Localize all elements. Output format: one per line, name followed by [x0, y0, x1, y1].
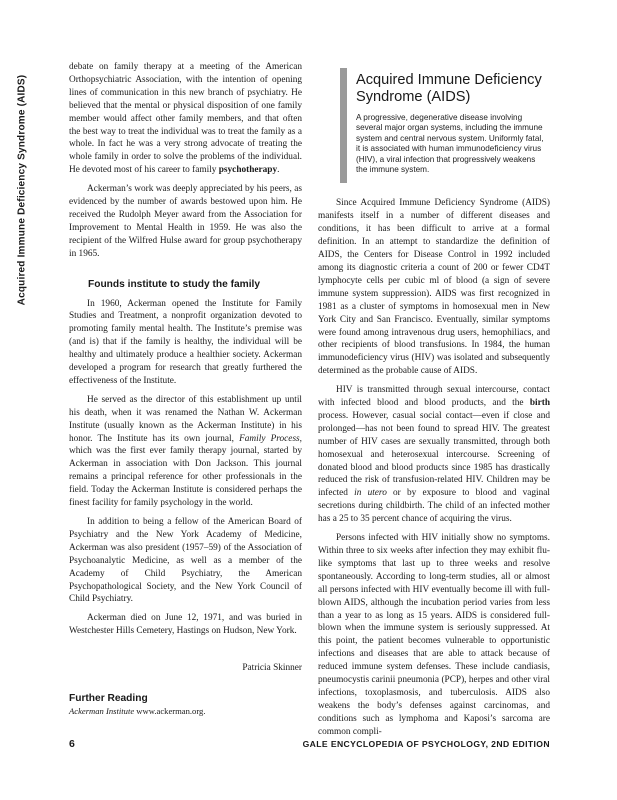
publication-title: GALE ENCYCLOPEDIA OF PSYCHOLOGY, 2ND EDITION	[302, 739, 550, 749]
paragraph: Ackerman died on June 12, 1971, and was buried in Westchester Hills Cemetery, Hastings on Hudson, New York.	[69, 613, 302, 637]
running-head-text: Acquired Immune Deficiency Syndrome (AIDS)	[16, 74, 28, 306]
section-subheading: Founds institute to study the family	[88, 278, 261, 290]
paragraph: HIV is transmitted through sexual intercourse, contact with infected blood and blood products, and the birth process. However, casual social contact—even if close and prolonged—has not been found to spread HIV. The greatest number of HIV cases are sexually transmitted, through both homosexual and heterosexual intercourse. Screening of donated blood and blood products since 1985 has drastically reduced the risk of transfusion-related HIV. Children may be infected in utero or by exposure to blood and vaginal secretions during childbirth. The child of an infected mother has a 25 to 35 percent chance of acquiring the virus.	[318, 385, 550, 525]
keyword-link[interactable]: psychotherapy	[218, 165, 278, 176]
author-signature: Patricia Skinner	[242, 663, 302, 674]
running-head	[9, 60, 35, 320]
further-reading	[69, 693, 302, 717]
paragraph: He served as the director of this establishment up until his death, when it was renamed the Nathan W. Ackerman Institute (usually known as the Ackerman Institute) in his honor. The Institute has its own journal, Family Process, which was the first ever family therapy journal, started by Ackerman in association with Don Jackson. This journal remains a principal reference for other professionals in the field. Today the Ackerman Institute is considered perhaps the finest facility for family psychology in the world.	[69, 394, 302, 509]
left-column	[69, 61, 302, 681]
paragraph: debate on family therapy at a meeting of the American Orthopsychiatric Association, with the intention of opening lines of communication in this new branch of psychiatry. He believed that the mental or physical disposition of one family member would affect other family members, and that often the best way to treat the individual was to treat the family as a whole. In fact he was a very strong advocate of treating the whole family in order to solve the problems of the individual. He devoted most of his career to family psychotherapy.	[69, 62, 302, 176]
keyword-link[interactable]: birth	[529, 398, 550, 409]
paragraph: Persons infected with HIV initially show no symptoms. Within three to six weeks after infection they may exhibit flu-like symptoms that last up to three weeks and resolve spontaneously. According to long-term studies, all or almost all persons infected with HIV eventually become ill with full-blown AIDS, although the incubation period varies from less than a year to as long as 15 years. AIDS is considered full-blown when the immune system is seriously suppressed. At this point, the patient becomes vulnerable to opportunistic infections and diseases that are able to attack because of reduced immune system defenses. These include candiasis, pneumocystis carinii pneumonia (PCP), herpes and other viral infections, toxoplasmosis, and tuberculosis. AIDS also weakens the body’s defenses against carcinomas, and conditions such as lymphoma and Kaposi’s sarcoma are common compli-	[318, 533, 550, 737]
entry-title: Acquired Immune Deficiency Syndrome (AIDS)	[356, 72, 542, 105]
paragraph: Ackerman’s work was deeply appreciated by his peers, as evidenced by the number of awards bestowed upon him. He received the Rudolph Meyer award from the Association for Improvement to Mental Health in 1959. He was also the recipient of the Wilfred Hulse award for group psychotherapy in 1965.	[69, 184, 302, 259]
paragraph: In addition to being a fellow of the American Board of Psychiatry and the New York Academy of Medicine, Ackerman was also president (1957–59) of the Association of Psychoanalytic Medicine, as well as a member of the Academy of Child Psychiatry, the American Psychopathological Society, and the New York Council of Child Psychiatry.	[69, 517, 302, 605]
paragraph: In 1960, Ackerman opened the Institute for Family Studies and Treatment, a nonprofit organization devoted to promoting family mental health. The Institute’s premise was (and is) that if the family is healthy, the individual will be healthy and ultimately produce a healthier society. Ackerman developed a program for research that greatly furthered the effectiveness of the Institute.	[69, 298, 302, 386]
further-reading-heading: Further Reading	[69, 693, 148, 704]
further-reading-entry: Ackerman Institute www.ackerman.org.	[69, 706, 206, 716]
latin-term: in utero	[354, 488, 387, 499]
entry-definition-box	[340, 68, 550, 183]
journal-title: Family Process,	[239, 433, 302, 444]
page-number: 6	[69, 738, 75, 750]
entry-definition: A progressive, degenerative disease involving several major organ systems, including the immune system and central nervous system. Uniformly fatal, it is associated with human immunodeficiency virus (HIV), a viral infection that progressively weakens the immune system.	[356, 113, 544, 175]
page-footer	[69, 738, 550, 752]
paragraph: Since Acquired Immune Deficiency Syndrome (AIDS) manifests itself in a number of different diseases and conditions, it has been difficult to arrive at a formal definition. In an attempt to standardize the definition of AIDS, the Centers for Disease Control in 1992 included among its diagnostic criteria a count of 200 or fewer CD4T lymphocyte cells per cubic ml of blood (a sign of severe immune system suppression). AIDS was first recognized in 1981 as a cluster of symptoms in homosexual men in New York City and San Francisco. Eventually, similar symptoms were found among intravenous drug users, hemophiliacs, and other recipients of blood transfusions. In 1984, the human immunodeficiency virus (HIV) was isolated and subsequently determined as the probable cause of AIDS.	[318, 198, 550, 377]
further-reading-url[interactable]: www.ackerman.org.	[134, 706, 206, 716]
right-column	[318, 62, 550, 745]
